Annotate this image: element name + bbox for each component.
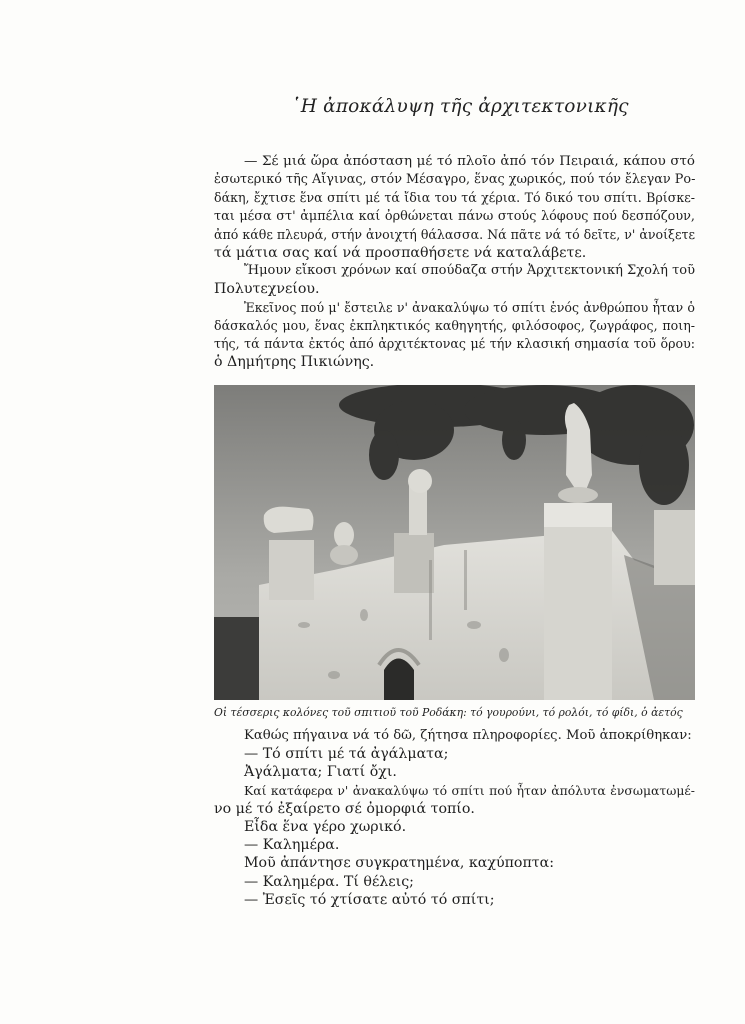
text-line: — Καλημέρα. xyxy=(244,837,340,854)
dialogue-paragraphs xyxy=(214,727,695,909)
photo-rodakis-house xyxy=(214,385,695,700)
text-line: Καί κατάφερα ν' ἀνακαλύψω τό σπίτι πού ἦταν ἀπόλυτα ἐνσωματωμέ- xyxy=(244,782,695,798)
text-line: Μοῦ ἀπάντησε συγκρατημένα, καχύποπτα: xyxy=(244,855,554,872)
text-line: Πολυτεχνείου. xyxy=(214,281,320,298)
text-line: — Τό σπίτι μέ τά ἀγάλματα; xyxy=(244,746,449,763)
text-line: ἐσωτερικό τῆς Αἴγινας, στόν Μέσαγρο, ἕνας χωρικός, πού τόν ἔλεγαν Ρο- xyxy=(214,172,696,188)
text-line: — Σέ μιά ὥρα ἀπόσταση μέ τό πλοῖο ἀπό τόν Πειραιά, κάπου στό xyxy=(244,154,695,169)
arched-door xyxy=(384,659,414,701)
text-line: δάκη, ἔχτισε ἕνα σπίτι μέ τά ἴδια του τά χέρια. Τό δικό του σπίτι. Βρίσκε- xyxy=(214,190,695,206)
photo-illustration xyxy=(214,385,695,700)
text-line: — Καλημέρα. Τί θέλεις; xyxy=(244,873,414,890)
pig-statue xyxy=(264,507,314,533)
text-line: ὁ Δημήτρης Πικιώνης. xyxy=(214,354,375,371)
pig-pillar xyxy=(269,540,314,600)
text-line: δάσκαλός μου, ἕνας ἐκπληκτικός καθηγητής, φιλόσοφος, ζωγράφος, ποιη- xyxy=(214,317,695,333)
text-line: Ἀγάλματα; Γιατί ὄχι. xyxy=(244,764,397,781)
chapter-title: ῾Η ἀποκάλυψη τῆς ἀρχιτεκτονικῆς xyxy=(291,96,629,117)
text-line: νο μέ τό ἐξαίρετο σέ ὀμορφιά τοπίο. xyxy=(214,800,475,817)
clock-finial xyxy=(334,522,354,548)
snake-finial xyxy=(408,469,432,493)
photo-caption: Οἱ τέσσερις κολόνες τοῦ σπιτιοῦ τοῦ Ροδάκη: τό γουρούνι, τό ρολόι, τό φίδι, ὁ ἀετός xyxy=(214,706,683,719)
text-line: Εἶδα ἕνα γέρο χωρικό. xyxy=(244,818,407,835)
text-line: ἀπό κάθε πλευρά, στήν ἀνοιχτή θάλασσα. Νά πᾶτε νά τό δεῖτε, ν' ἀνοίξετε xyxy=(214,226,695,242)
text-line: Ἤμουν εἴκοσι χρόνων καί σπούδαζα στήν Ἀρχιτεκτονική Σχολή τοῦ xyxy=(244,263,695,279)
snake-pillar xyxy=(394,533,434,593)
intro-paragraphs xyxy=(214,153,695,371)
text-line: τής, τά πάντα ἐκτός ἀπό ἀρχιτέκτονας μέ τήν κλασική σημασία τοῦ ὅρου: xyxy=(214,335,695,351)
right-building xyxy=(654,510,695,585)
text-line: — Ἐσεῖς τό χτίσατε αὐτό τό σπίτι; xyxy=(244,891,495,908)
text-line: Ἐκεῖνος πού μ' ἔστειλε ν' ἀνακαλύψω τό σπίτι ἑνός ἀνθρώπου ἦταν ὁ xyxy=(244,299,695,315)
text-line: τά μάτια σας καί νά προσπαθήσετε νά καταλάβετε. xyxy=(214,244,587,261)
text-line: ται μέσα στ' ἀμπέλια καί ὀρθώνεται πάνω στούς λόφους πού δεσπόζουν, xyxy=(214,208,695,224)
text-line: Καθώς πήγαινα νά τό δῶ, ζήτησα πληροφορίες. Μοῦ ἀποκρίθηκαν: xyxy=(244,728,692,743)
eagle-pillar xyxy=(544,503,612,700)
dark-ground xyxy=(214,617,264,700)
